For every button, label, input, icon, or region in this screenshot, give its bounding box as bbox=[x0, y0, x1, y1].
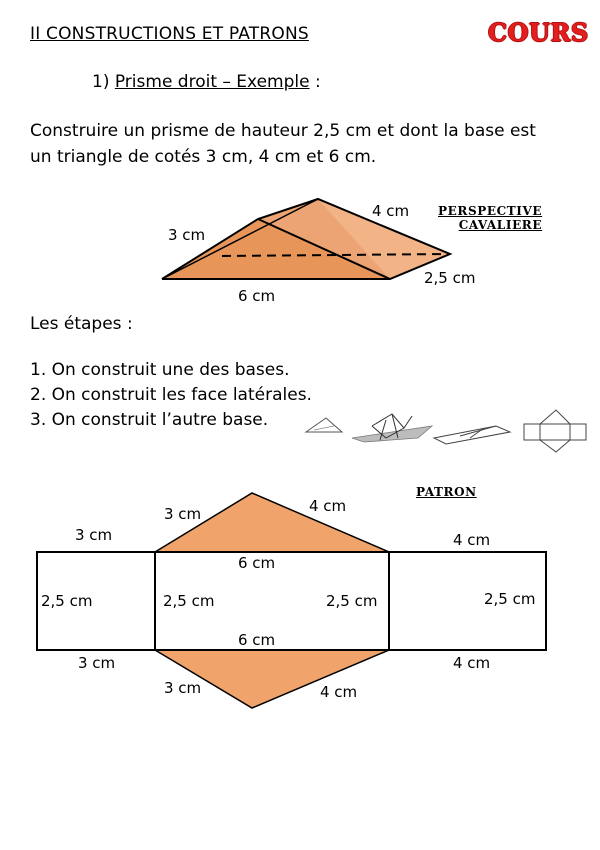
net-label-bottom-right-rect: 4 cm bbox=[453, 654, 491, 672]
subsection-number: 1) bbox=[92, 72, 110, 92]
net-label-top-tri-right: 4 cm bbox=[309, 497, 347, 515]
net-label-left-height: 2,5 cm bbox=[41, 592, 93, 610]
subsection-title: Prisme droit – Exemple bbox=[114, 72, 310, 92]
net-label-center-left-height: 2,5 cm bbox=[163, 592, 215, 610]
net-label-top-tri-left: 3 cm bbox=[164, 505, 202, 523]
statement-line-1: Construire un prisme de hauteur 2,5 cm et dont la base est bbox=[30, 121, 536, 141]
net-label-center-right-height: 2,5 cm bbox=[326, 592, 378, 610]
net-label-top-right-rect: 4 cm bbox=[453, 531, 491, 549]
perspective-label-4cm: 4 cm bbox=[372, 202, 410, 220]
steps-title: Les étapes : bbox=[30, 314, 133, 334]
net-label-top-left-rect: 3 cm bbox=[75, 526, 113, 544]
perspective-label-6cm: 6 cm bbox=[238, 287, 276, 305]
section-heading: II CONSTRUCTIONS ET PATRONS bbox=[30, 24, 309, 44]
perspective-tag-line-1: PERSPECTIVE bbox=[438, 204, 543, 218]
net-label-bottom-left-rect: 3 cm bbox=[78, 654, 116, 672]
net-label-top-center: 6 cm bbox=[238, 554, 276, 572]
subsection-colon: : bbox=[315, 72, 321, 92]
step-item-3: 3. On construit l’autre base. bbox=[30, 410, 269, 430]
cours-badge: COURS bbox=[488, 18, 589, 47]
perspective-label-height: 2,5 cm bbox=[424, 269, 476, 287]
statement-line-2: un triangle de cotés 3 cm, 4 cm et 6 cm. bbox=[30, 147, 377, 167]
perspective-label-3cm: 3 cm bbox=[168, 226, 206, 244]
net-label-right-height: 2,5 cm bbox=[484, 590, 536, 608]
patron-tag: PATRON bbox=[416, 485, 477, 499]
net-label-bottom-center: 6 cm bbox=[238, 631, 276, 649]
step-item-1: 1. On construit une des bases. bbox=[30, 360, 290, 380]
step-item-2: 2. On construit les face latérales. bbox=[30, 385, 312, 405]
net-label-bottom-tri-left: 3 cm bbox=[164, 679, 202, 697]
perspective-tag-line-2: CAVALIERE bbox=[458, 218, 543, 232]
net-label-bottom-tri-right: 4 cm bbox=[320, 683, 358, 701]
